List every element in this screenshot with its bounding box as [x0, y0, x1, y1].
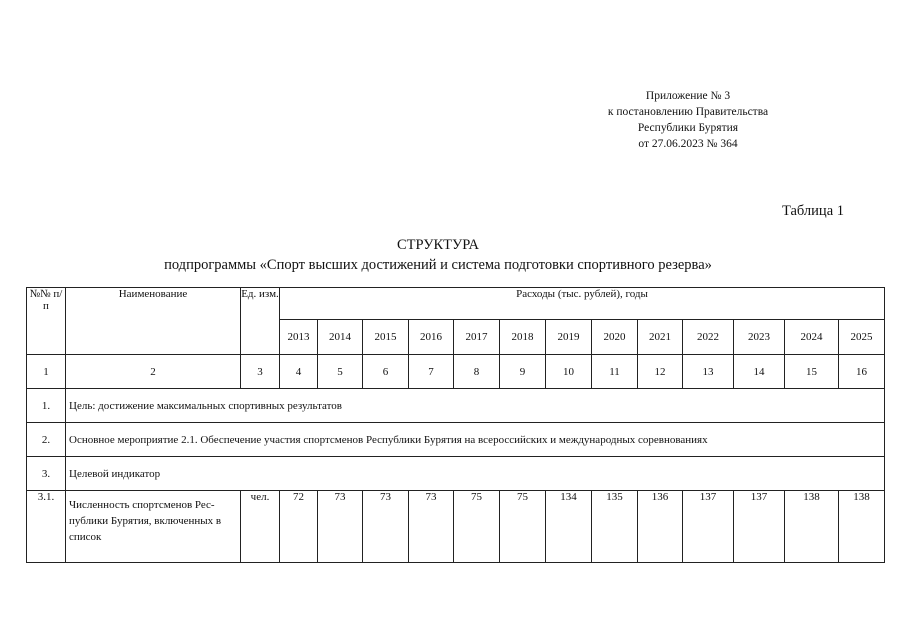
indicator-value: 72	[280, 491, 318, 563]
column-number: 5	[318, 355, 363, 389]
year-header: 2019	[546, 320, 592, 355]
indicator-value: 138	[785, 491, 839, 563]
table-row	[27, 389, 885, 423]
header-name: Наименование	[66, 288, 241, 355]
indicator-value: 135	[592, 491, 638, 563]
indicator-value: 73	[409, 491, 454, 563]
header-number: №№ п/п	[27, 288, 66, 355]
year-header: 2023	[734, 320, 785, 355]
appendix-line-4: от 27.06.2023 № 364	[638, 138, 738, 150]
year-header: 2018	[500, 320, 546, 355]
row-number: 1.	[27, 389, 66, 423]
column-number: 11	[592, 355, 638, 389]
appendix-line-3: Республики Бурятия	[637, 122, 739, 134]
year-header: 2017	[454, 320, 500, 355]
column-number: 4	[280, 355, 318, 389]
year-header: 2024	[785, 320, 839, 355]
column-number: 3	[241, 355, 280, 389]
row-measure-text: Основное мероприятие 2.1. Обеспечение участия спортсменов Республики Бурятия на всероссийских и международных соревнованиях	[66, 423, 885, 457]
row-indicator-text: Целевой индикатор	[66, 457, 885, 491]
row-number: 3.	[27, 457, 66, 491]
year-header: 2025	[839, 320, 885, 355]
document-title: СТРУКТУРА	[397, 237, 479, 253]
indicator-row	[27, 491, 885, 563]
column-number: 1	[27, 355, 66, 389]
indicator-value: 75	[454, 491, 500, 563]
indicator-unit: чел.	[241, 491, 280, 563]
indicator-value: 137	[734, 491, 785, 563]
year-header: 2022	[683, 320, 734, 355]
column-number-row	[27, 355, 885, 389]
document-subtitle: подпрограммы «Спорт высших достижений и система подготовки спортивного резерва»	[164, 257, 712, 273]
column-number: 16	[839, 355, 885, 389]
indicator-name: Численность спортсменов Рес-публики Бурятия, включенных в список	[66, 491, 241, 563]
year-header: 2020	[592, 320, 638, 355]
indicator-value: 73	[318, 491, 363, 563]
indicator-value: 73	[363, 491, 409, 563]
column-number: 2	[66, 355, 241, 389]
column-number: 9	[500, 355, 546, 389]
indicator-value: 137	[683, 491, 734, 563]
row-number: 2.	[27, 423, 66, 457]
column-number: 14	[734, 355, 785, 389]
year-header: 2013	[280, 320, 318, 355]
appendix-line-2: к постановлению Правительства	[607, 106, 769, 118]
row-goal-text: Цель: достижение максимальных спортивных результатов	[66, 389, 885, 423]
header-row	[27, 288, 885, 320]
table-row	[27, 457, 885, 491]
indicator-value: 138	[839, 491, 885, 563]
header-unit: Ед. изм.	[241, 288, 280, 355]
table-row	[27, 423, 885, 457]
year-header: 2015	[363, 320, 409, 355]
column-number: 8	[454, 355, 500, 389]
indicator-value: 134	[546, 491, 592, 563]
table-label: Таблица 1	[781, 203, 844, 219]
indicator-value: 136	[638, 491, 683, 563]
appendix-header	[560, 88, 816, 152]
structure-table	[26, 287, 885, 563]
row-number: 3.1.	[27, 491, 66, 563]
column-number: 6	[363, 355, 409, 389]
column-number: 15	[785, 355, 839, 389]
header-expenses: Расходы (тыс. рублей), годы	[280, 288, 885, 320]
column-number: 13	[683, 355, 734, 389]
year-header: 2021	[638, 320, 683, 355]
column-number: 7	[409, 355, 454, 389]
year-header: 2014	[318, 320, 363, 355]
indicator-value: 75	[500, 491, 546, 563]
column-number: 12	[638, 355, 683, 389]
appendix-line-1: Приложение № 3	[645, 90, 731, 102]
year-header: 2016	[409, 320, 454, 355]
column-number: 10	[546, 355, 592, 389]
